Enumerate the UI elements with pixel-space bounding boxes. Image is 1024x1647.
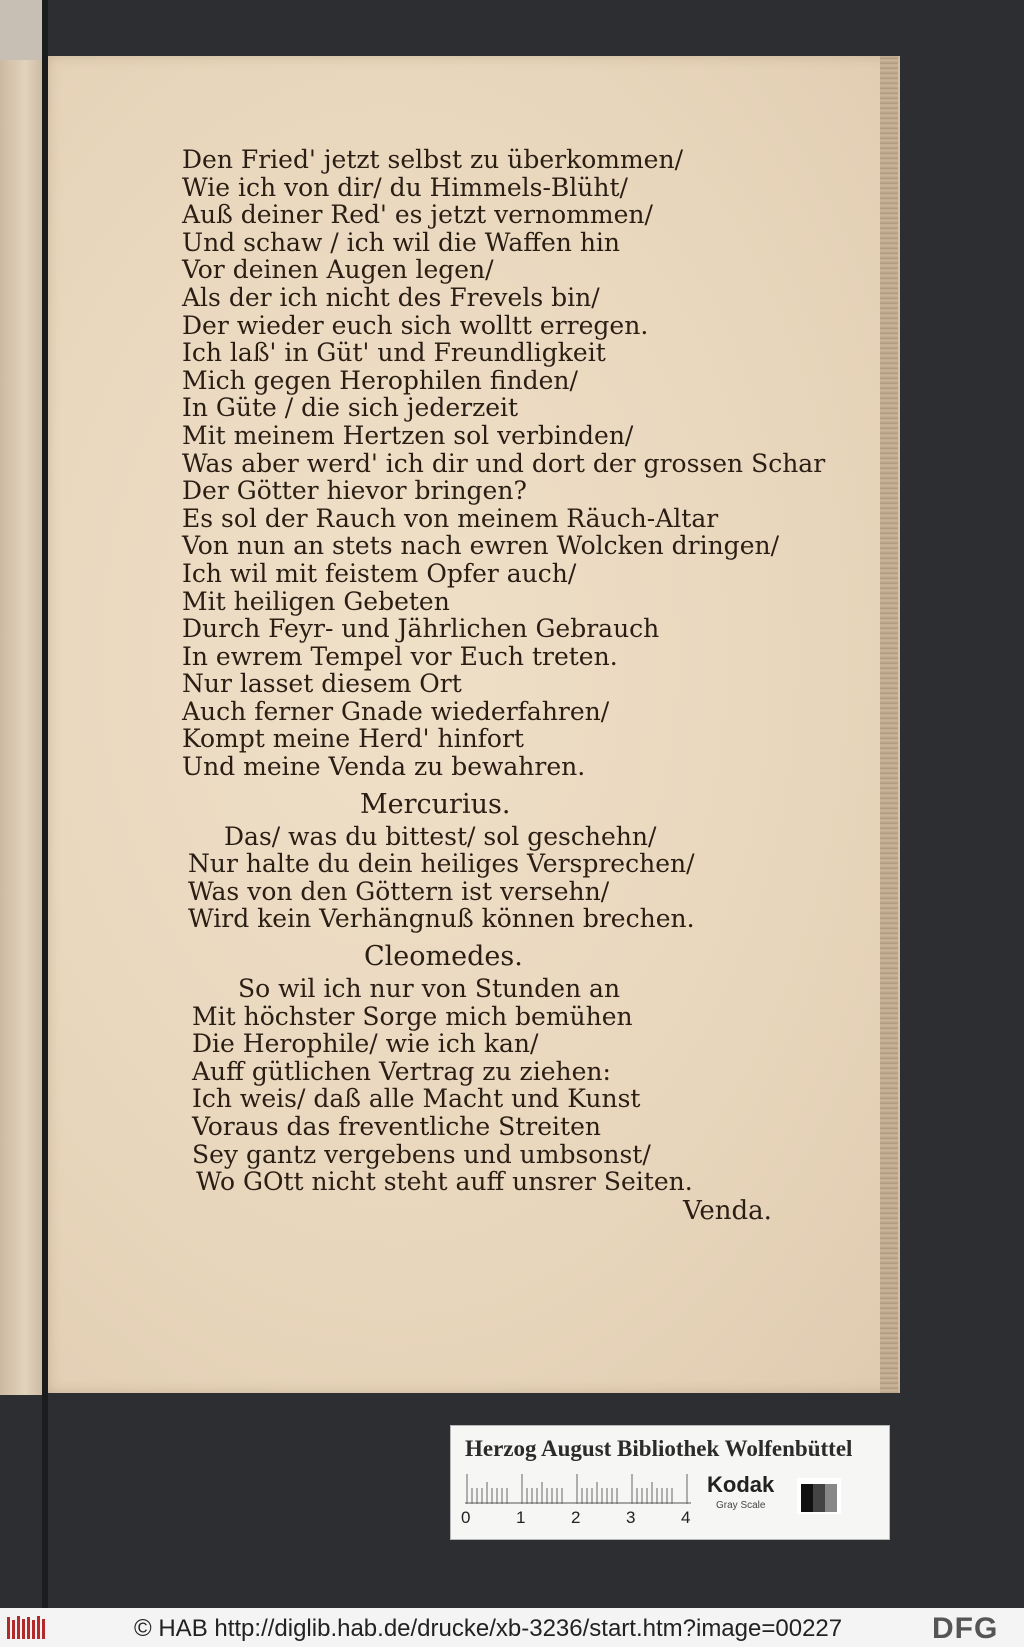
- ruler-scale-icon: [465, 1474, 691, 1504]
- text-line: Ich weis/ daß alle Macht und Kunst: [192, 1084, 641, 1114]
- text-line: Ich wil mit feistem Opfer auch/: [182, 558, 577, 588]
- text-line: Und meine Venda zu bewahren.: [182, 752, 586, 782]
- text-line: Als der ich nicht des Frevels bin/: [182, 282, 600, 312]
- text-line: In ewrem Tempel vor Euch treten.: [182, 641, 618, 671]
- page-fore-edge: [880, 56, 898, 1393]
- text-line: Auch ferner Gnade wiederfahren/: [182, 696, 610, 726]
- gray-patch-icon: [797, 1478, 841, 1514]
- copyright-url: © HAB http://diglib.hab.de/drucke/xb-3236/start.htm?image=00227: [134, 1615, 843, 1642]
- text-line: Ich laß' in Güt' und Freundligkeit: [182, 338, 606, 368]
- adjacent-page-edge: [0, 0, 44, 1395]
- ruler-number: 1: [516, 1508, 526, 1527]
- text-line: Nur halte du dein heiliges Versprechen/: [188, 849, 695, 879]
- text-line: Wo GOtt nicht steht auff unsrer Seiten.: [196, 1167, 693, 1197]
- text-line: So wil ich nur von Stunden an: [238, 974, 621, 1004]
- ruler-number: 0: [461, 1508, 471, 1527]
- text-line: Das/ was du bittest/ sol geschehn/: [224, 821, 657, 851]
- text-line: Den Fried' jetzt selbst zu überkommen/: [182, 145, 684, 174]
- ruler-numbers: [461, 1508, 701, 1528]
- speaker-heading: Mercurius.: [360, 788, 511, 820]
- dfg-logo: DFG: [932, 1612, 999, 1645]
- text-line: Vor deinen Augen legen/: [182, 255, 494, 285]
- text-line: Es sol der Rauch von meinem Räuch-Altar: [182, 503, 719, 533]
- text-line: Kompt meine Herd' hinfort: [182, 724, 524, 754]
- hab-logo-icon: [6, 1614, 48, 1642]
- text-line: In Güte / die sich jederzeit: [182, 393, 519, 423]
- text-line: Mit höchster Sorge mich bemühen: [192, 1001, 633, 1031]
- library-name: Herzog August Bibliothek Wolfenbüttel: [465, 1436, 853, 1461]
- text-line: Der wieder euch sich wolltt erregen.: [182, 310, 649, 340]
- ruler-number: 2: [571, 1508, 581, 1527]
- text-line: Sey gantz vergebens und umbsonst/: [192, 1139, 651, 1169]
- text-line: Wie ich von dir/ du Himmels-Blüht/: [182, 172, 628, 202]
- page-text: [182, 145, 826, 1197]
- text-line: Mit meinem Hertzen sol verbinden/: [182, 420, 634, 450]
- ruler-number: 4: [681, 1508, 691, 1527]
- gray-scale-caption: Gray Scale: [716, 1500, 766, 1511]
- text-line: Die Herophile/ wie ich kan/: [192, 1029, 539, 1059]
- text-line: Nur lasset diesem Ort: [182, 669, 462, 699]
- speaker-heading: Cleomedes.: [364, 941, 523, 973]
- text-line: Wird kein Verhängnuß können brechen.: [188, 904, 695, 934]
- text-line: Und schaw / ich wil die Waffen hin: [182, 227, 621, 257]
- ruler-number: 3: [626, 1508, 636, 1527]
- text-line: Durch Feyr- und Jährlichen Gebrauch: [182, 614, 660, 644]
- text-line: Was aber werd' ich dir und dort der grossen Schar: [182, 448, 826, 478]
- footer-bar: [0, 1608, 1024, 1647]
- text-line: Voraus das freventliche Streiten: [192, 1112, 601, 1141]
- catchword: Venda.: [683, 1196, 772, 1226]
- adjacent-page-top: [0, 0, 42, 60]
- text-line: Von nun an stets nach ewren Wolcken dringen/: [182, 531, 780, 561]
- text-line: Auff gütlichen Vertrag zu ziehen:: [192, 1056, 611, 1086]
- text-line: Was von den Göttern ist versehn/: [188, 876, 610, 906]
- kodak-brand: Kodak: [707, 1472, 775, 1497]
- library-color-card: [450, 1425, 890, 1540]
- text-line: Mich gegen Herophilen finden/: [182, 365, 578, 395]
- text-line: Mit heiligen Gebeten: [182, 586, 450, 616]
- text-line: Auß deiner Red' es jetzt vernommen/: [182, 200, 653, 230]
- text-line: Der Götter hievor bringen?: [182, 476, 527, 506]
